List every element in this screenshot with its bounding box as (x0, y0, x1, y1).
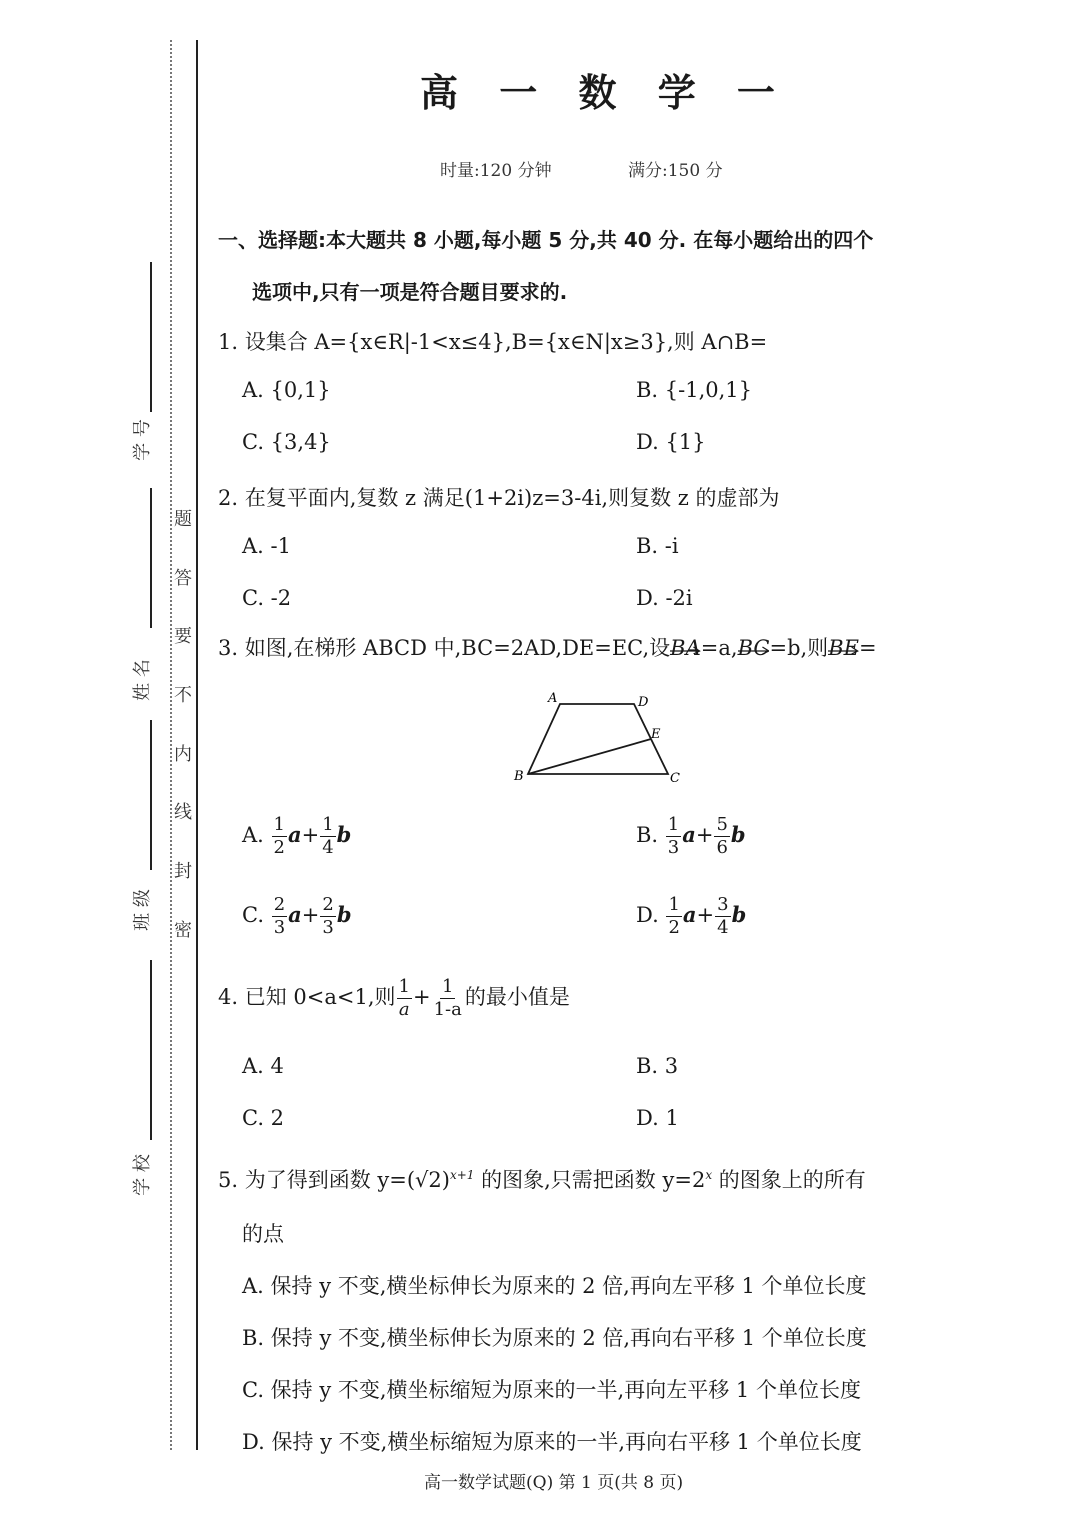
q5-option-c[interactable]: C. 保持 y 不变,横坐标缩短为原来的一半,再向左平移 1 个单位长度 (242, 1378, 861, 1402)
name-blank[interactable] (150, 488, 152, 628)
q5-stem-line2: 的点 (242, 1222, 284, 1246)
vector-be: BE (828, 636, 859, 660)
vector-arrow-icon (828, 646, 859, 654)
q3-option-b[interactable]: B. $\frac{1}{3}$ a+ $\frac{5}{6}$ b (636, 814, 746, 858)
q3-option-c[interactable]: C. $\frac{2}{3}$ a+ $\frac{2}{3}$ b (242, 894, 352, 938)
vector-arrow-icon (738, 646, 770, 654)
trapezoid-figure (508, 690, 688, 790)
vector-arrow-icon (670, 646, 701, 654)
binding-dotted-line (170, 40, 172, 1450)
q3-eq-b: =b,则 (769, 636, 829, 660)
point-label-a: A (548, 691, 558, 706)
class-blank[interactable] (150, 720, 152, 870)
q3-eq-end: = (858, 636, 877, 660)
q1-stem: 1. 设集合 A={x∈R|-1<x≤4},B={x∈N|x≥3},则 A∩B= (218, 330, 768, 354)
fraction: $\frac{1}{1-a}$ (433, 976, 462, 1020)
score-info: 满分:150 分 (628, 161, 723, 181)
q5-option-d[interactable]: D. 保持 y 不变,横坐标缩短为原来的一半,再向右平移 1 个单位长度 (242, 1430, 862, 1454)
fraction: $\frac{2}{3}$ (273, 894, 286, 938)
school-blank[interactable] (150, 960, 152, 1140)
fraction: $\frac{1}{3}$ (667, 814, 680, 858)
section1-heading-line1: 一、选择题:本大题共 8 小题,每小题 5 分,共 40 分. 在每小题给出的四个 (218, 228, 874, 252)
q3-option-d[interactable]: D. $\frac{1}{2}$ a+ $\frac{3}{4}$ b (636, 894, 747, 938)
seal-char: 封 (174, 861, 192, 883)
q1-option-d[interactable]: D. {1} (636, 430, 706, 454)
q4-stem: 4. 已知 0<a<1,则 $\frac{1}{a}$ + $\frac{1}{1-a}$ 的最小值是 (218, 976, 570, 1020)
q5-option-a[interactable]: A. 保持 y 不变,横坐标伸长为原来的 2 倍,再向左平移 1 个单位长度 (242, 1274, 867, 1298)
q4-option-b[interactable]: B. 3 (636, 1054, 679, 1078)
page-footer: 高一数学试题(Q) 第 1 页(共 8 页) (424, 1473, 684, 1493)
seal-char: 内 (174, 743, 192, 765)
segment-be (528, 739, 651, 774)
point-label-e: E (651, 727, 661, 742)
q1-option-c[interactable]: C. {3,4} (242, 430, 331, 454)
class-label: 班 级 (132, 889, 153, 931)
q5-stem: 5. 为了得到函数 $y=(√2)^{x+1}$ 的图象,只需把函数 $y=2^x$ 的图象上的所有 (218, 1168, 866, 1192)
time-info: 时量:120 分钟 (440, 161, 552, 181)
name-label: 姓 名 (132, 659, 153, 701)
fraction: $\frac{2}{3}$ (322, 894, 334, 938)
q3-stem-prefix: 3. 如图,在梯形 ABCD 中,BC=2AD,DE=EC,设 (218, 636, 671, 660)
seal-char: 答 (174, 567, 192, 589)
fraction: $\frac{1}{2}$ (668, 894, 680, 938)
seal-char: 线 (174, 802, 192, 824)
q2-option-c[interactable]: C. -2 (242, 586, 292, 610)
q4-option-d[interactable]: D. 1 (636, 1106, 679, 1130)
q1-option-a[interactable]: A. {0,1} (242, 378, 331, 402)
fraction: $\frac{3}{4}$ (717, 894, 729, 938)
q2-option-a[interactable]: A. -1 (242, 534, 291, 558)
vector-bc: BC (737, 636, 770, 660)
seal-char: 密 (174, 919, 192, 941)
q2-option-d[interactable]: D. -2i (636, 586, 693, 610)
q4-option-c[interactable]: C. 2 (242, 1106, 285, 1130)
q2-stem: 2. 在复平面内,复数 z 满足(1+2i)z=3-4i,则复数 z 的虚部为 (218, 486, 780, 510)
seal-char: 要 (174, 626, 192, 648)
point-label-d: D (638, 695, 649, 710)
fraction: $\frac{1}{4}$ (322, 814, 334, 858)
point-label-b: B (514, 769, 524, 784)
binding-solid-line (196, 40, 198, 1450)
point-label-c: C (670, 771, 680, 786)
seal-line-note (174, 510, 192, 942)
q2-option-b[interactable]: B. -i (636, 534, 679, 558)
fraction: $\frac{1}{a}$ (398, 976, 410, 1020)
school-label: 学 校 (132, 1154, 153, 1196)
q3-option-a[interactable]: A. $\frac{1}{2}$ a+ $\frac{1}{4}$ b (242, 814, 352, 858)
student-id-label: 学 号 (132, 419, 153, 461)
vector-ba: BA (670, 636, 701, 660)
q5-option-b[interactable]: B. 保持 y 不变,横坐标伸长为原来的 2 倍,再向右平移 1 个单位长度 (242, 1326, 867, 1350)
q4-option-a[interactable]: A. 4 (242, 1054, 284, 1078)
q3-eq-a: =a, (700, 636, 738, 660)
fraction: $\frac{1}{2}$ (273, 814, 285, 858)
page-title: 高 一 数 学 一 (420, 71, 789, 115)
student-id-blank[interactable] (150, 262, 152, 412)
seal-char: 不 (174, 685, 192, 707)
trapezoid-shape (528, 704, 668, 774)
q3-stem (218, 632, 877, 662)
seal-char: 题 (174, 509, 192, 530)
q1-option-b[interactable]: B. {-1,0,1} (636, 378, 753, 402)
fraction: $\frac{5}{6}$ (716, 814, 728, 858)
section1-heading-line2: 选项中,只有一项是符合题目要求的. (252, 280, 568, 304)
